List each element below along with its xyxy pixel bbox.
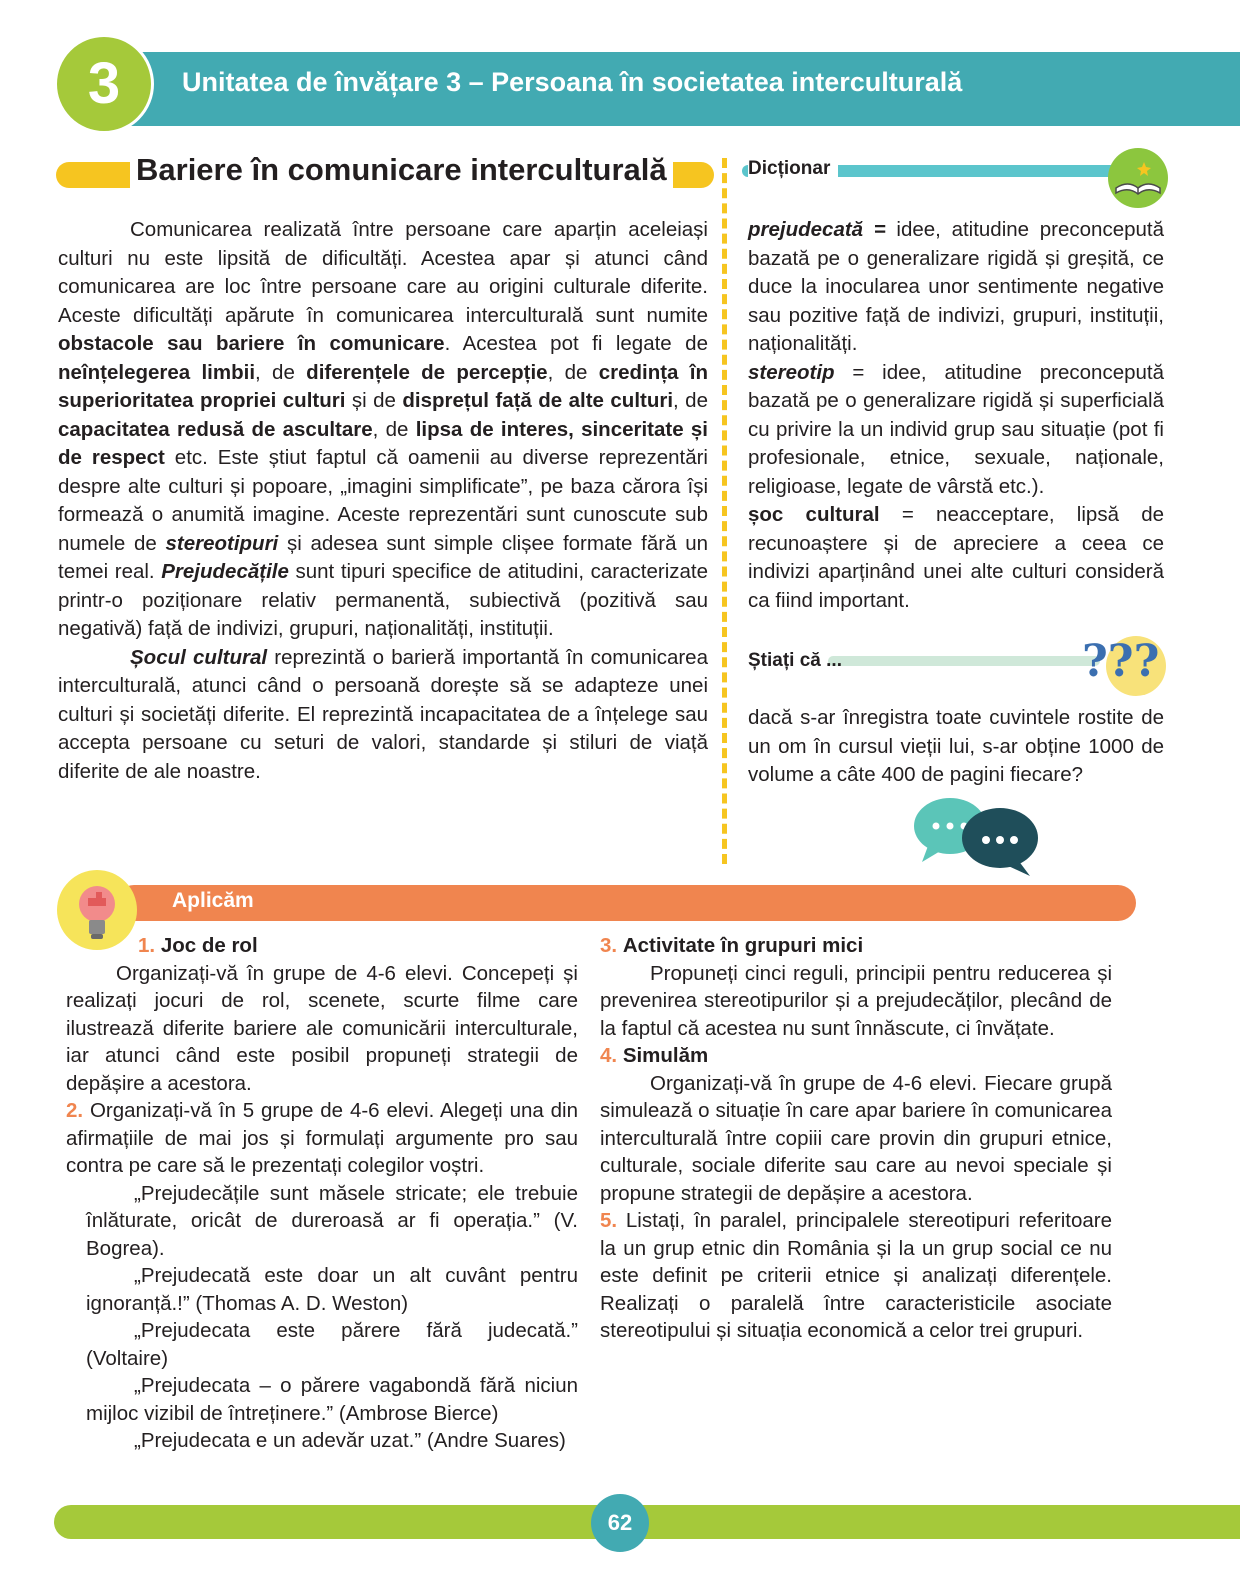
did-you-know-label: Știați că ...	[748, 650, 842, 671]
apply-right-column	[600, 932, 1112, 1345]
svg-text:???: ???	[1082, 636, 1160, 687]
exercise-3-heading: 3. Activitate în grupuri mici	[600, 934, 864, 957]
did-you-know-text: dacă s-ar înregistra toate cuvintele rostite de un om în cursul vieții lui, s-ar obține 1000 de volume a câte 400 de pagini fiecare?	[748, 706, 1164, 786]
column-divider	[722, 158, 727, 864]
dictionary-entry: stereotip = idee, atitudine preconcepută bazată pe o generalizare rigidă și superficială cu privire la un individ grup sau situație (pot fi profesionale, etnice, sexuale, naționale, religioase, legate de vârstă etc.).	[748, 360, 1164, 498]
exercise-2-text: 2. Organizați-vă în 5 grupe de 4-6 elevi. Alegeți una din afirmațiile de mai jos și formulați argumente pro sau contra pe care să le prezentați colegilor voștri.	[66, 1099, 578, 1177]
apply-left-column	[66, 932, 578, 1455]
unit-title: Unitatea de învățare 3 – Persoana în societatea interculturală	[182, 67, 963, 97]
dictionary-label: Dicționar	[748, 158, 838, 180]
page-number: 62	[591, 1494, 649, 1552]
exercise-1-heading: 1. Joc de rol	[138, 934, 258, 957]
unit-number-badge: 3	[54, 34, 154, 134]
dictionary-entry: prejudecată = idee, atitudine preconcepută bazată pe o generalizare rigidă și greșită, ce duce la inocularea unor sentimente negative sau pozitive față de indivizi, grupuri, instituții, naționalități.	[748, 218, 1164, 355]
main-paragraph-2: Șocul cultural reprezintă o barieră importantă în comunicarea interculturală, atunci când o persoană dorește să se adapteze unei culturi și societăți diferite. El reprezintă incapacitatea de a înțelege sau accepta persoane cu seturi de valori, standarde și stiluri de viață diferite de ale noastre.	[58, 645, 708, 783]
dictionary-text	[748, 216, 1164, 615]
dictionary-entry: șoc cultural = neacceptare, lipsă de recunoaștere și de apreciere a ceea ce indivizi aparținând unei alte culturi consideră ca fiind important.	[748, 503, 1165, 612]
open-book-icon	[1108, 148, 1168, 208]
quote: „Prejudecata e un adevăr uzat.” (Andre Suares)	[134, 1429, 566, 1452]
apply-bar	[116, 885, 1136, 921]
question-marks-icon	[1080, 628, 1172, 698]
did-you-know-bar	[828, 656, 1100, 666]
exercise-3-text: Propuneți cinci reguli, principii pentru reducerea și prevenirea stereotipurilor și a prejudecăților, plecând de la faptul că acestea nu sunt înnăscute, ci învățate.	[600, 961, 1112, 1040]
exercise-5-text: 5. Listați, în paralel, principalele stereotipuri referitoare la un grup etnic din România și la un grup social ce nu este definit pe criterii etnice și analizați diferențele. Realizați o paralelă între caracteristicile asociate stereotipului și situația economică a celor trei grupuri.	[600, 1209, 1112, 1342]
section-title: Bariere în comunicare interculturală	[130, 152, 673, 188]
quote: „Prejudecată este doar un alt cuvânt pentru ignoranță.!” (Thomas A. D. Weston)	[86, 1264, 578, 1315]
main-paragraph-1: Comunicarea realizată între persoane care aparțin aceleiași culturi nu este lipsită de dificultăți. Acestea apar și atunci când comunicarea are loc între persoane care au origini culturale diferite. Aceste dificultăți apărute în comunicarea interculturală sunt numite obstacole sau bariere în comunicare. Acestea pot fi legate de neînțelegerea limbii, de diferențele de percepție, de credința în superioritatea propriei culturi și de disprețul față de alte culturi, de capacitatea redusă de ascultare, de lipsa de interes, sinceritate și de respect etc. Este știut faptul că oamenii au diverse reprezentări despre alte culturi și popoare, „imagini simplificate”, pe baza cărora își formează o anumită imagine. Aceste reprezentări sunt cunoscute sub numele de stereotipuri și adesea sunt simple clișee formate fără un temei real. Prejudecățile sunt tipuri specifice de atitudini, caracterizate printr-o poziționare relativ permanentă, subiectivă (pozitivă sau negativă) față de indivizi, grupuri, naționalități, instituții.	[58, 218, 709, 640]
main-text	[58, 216, 708, 786]
chat-bubbles-icon	[908, 796, 1044, 876]
quote: „Prejudecata este părere fără judecată.” (Voltaire)	[86, 1319, 578, 1370]
quote: „Prejudecățile sunt măsele stricate; ele trebuie înlăturate, oricât de dureroasă ar fi operația.” (V. Bogrea).	[86, 1181, 578, 1260]
quote: „Prejudecata – o părere vagabondă fără niciun mijloc vizibil de întreținere.” (Ambrose Bierce)	[86, 1374, 578, 1425]
exercise-1-text: Organizați-vă în grupe de 4-6 elevi. Concepeți și realizați jocuri de rol, scenete, scurte filme care ilustrează diferite bariere ale comunicării interculturale, iar atunci când este posibil propuneți strategii de depășire a acestora.	[66, 961, 578, 1095]
apply-label: Aplicăm	[172, 889, 254, 912]
exercise-4-heading: 4. Simulăm	[600, 1044, 709, 1067]
exercise-4-text: Organizați-vă în grupe de 4-6 elevi. Fiecare grupă simulează o situație în care apar bariere în comunicarea interculturală între copiii care provin din grupuri etnice, culturale, sociale diferite sau care au nevoi speciale și propune strategii de depășire a acestora.	[600, 1071, 1112, 1205]
